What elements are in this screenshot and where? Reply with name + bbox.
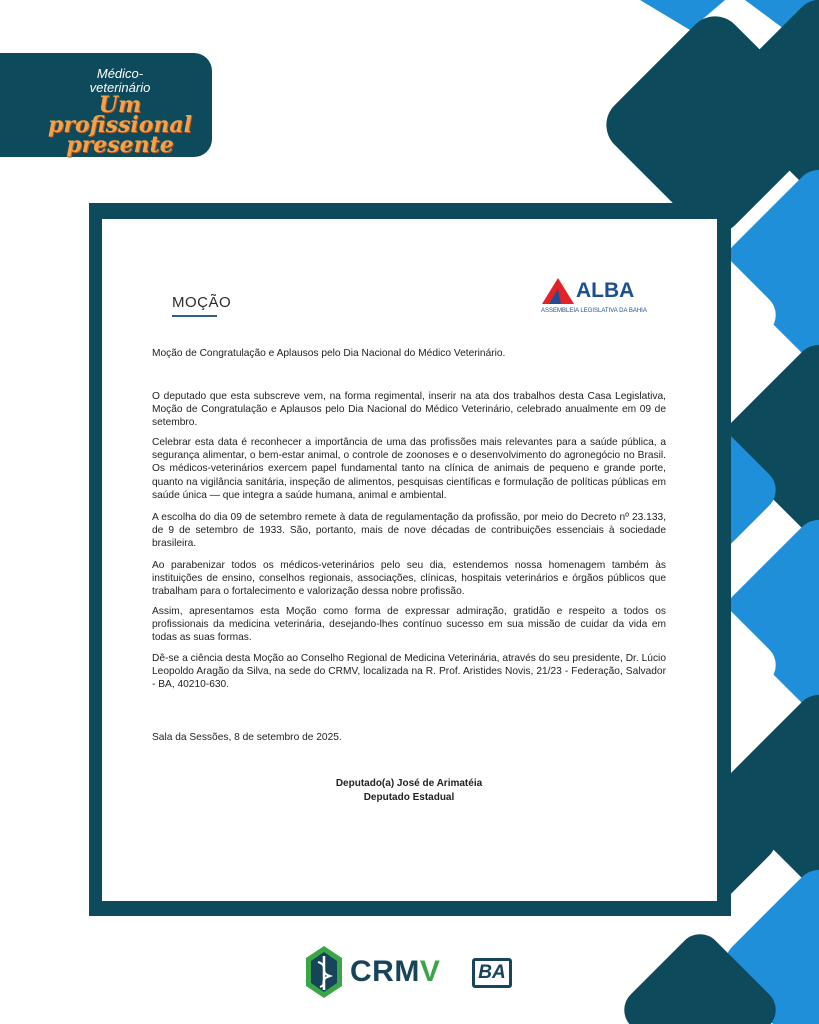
alba-subtitle: ASSEMBLEIA LEGISLATIVA DA BAHIA	[541, 308, 647, 314]
paragraph: Ao parabenizar todos os médicos-veterinários pelo seu dia, estendemos nossa homenagem também às instituições de ensino, conselhos regionais, associações, clínicas, hospitais veterinários e órgãos públicos que trabalham para o fortalecimento e valorização dessa nobre profissão.	[152, 560, 666, 598]
crmv-v: V	[419, 955, 441, 988]
title-underline	[172, 315, 217, 317]
campaign-badge	[0, 53, 212, 157]
badge-line-3: Um	[98, 92, 142, 118]
caduceus-shield-icon	[302, 944, 346, 1000]
badge-line-4: profissional	[47, 112, 193, 138]
paragraph: Celebrar esta data é reconhecer a importância de uma das profissões mais relevantes para a saúde pública, a segurança alimentar, o bem-estar animal, o controle de zoonoses e o desenvolvimento do agronegócio no Brasil. Os médicos-veterinários exercem papel fundamental tanto na clínica de animais de pequeno e grande porte, quanto na vigilância sanitária, inspeção de alimentos, pesquisas científicas e formulação de políticas públicas em saúde única — que integra a saúde humana, animal e ambiental.	[152, 437, 666, 501]
crmv-logo	[300, 940, 520, 1004]
crmv-region-badge: BA	[472, 958, 512, 988]
alba-logo	[541, 277, 651, 317]
document-title: MOÇÃO	[172, 294, 232, 311]
place-date: Sala da Sessões, 8 de setembro de 2025.	[152, 732, 342, 743]
badge-line-5: presente	[66, 132, 174, 158]
alba-wordmark: ALBA	[576, 279, 635, 302]
signature-role: Deputado Estadual	[363, 792, 455, 803]
signature-name: Deputado(a) José de Arimatéia	[335, 778, 483, 789]
paragraph: Dê-se a ciência desta Moção ao Conselho Regional de Medicina Veterinária, através do seu presidente, Dr. Lúcio Leopoldo Aragão da Silva, na sede do CRMV, localizada na R. Prof. Aristides Novis, 21/23 - Federação, Salvador - BA, 40210-630.	[152, 653, 666, 691]
document-heading: Moção de Congratulação e Aplausos pelo Dia Nacional do Médico Veterinário.	[152, 348, 506, 359]
badge-line-1: Médico-	[96, 66, 144, 81]
paragraph: Assim, apresentamos esta Moção como forma de expressar admiração, gratidão e respeito a todos os profissionais da medicina veterinária, desejando-lhes contínuo sucesso em sua missão de cuidar da vida em todas as suas formas.	[152, 606, 666, 644]
badge-line-2: veterinário	[89, 80, 151, 95]
alba-triangle-logo-icon	[541, 277, 575, 305]
crmv-wordmark	[350, 955, 440, 989]
paragraph: O deputado que esta subscreve vem, na forma regimental, inserir na ata dos trabalhos desta Casa Legislativa, Moção de Congratulação e Aplausos pelo Dia Nacional do Médico Veterinário, celebrado anualmente em 09 de setembro.	[152, 391, 666, 429]
crmv-prefix: CRM	[350, 955, 420, 988]
paragraph: A escolha do dia 09 de setembro remete à data de regulamentação da profissão, por meio do Decreto nº 23.133, de 9 de setembro de 1933. São, portanto, mais de nove décadas de contribuições essenciais à sociedade brasileira.	[152, 512, 666, 550]
